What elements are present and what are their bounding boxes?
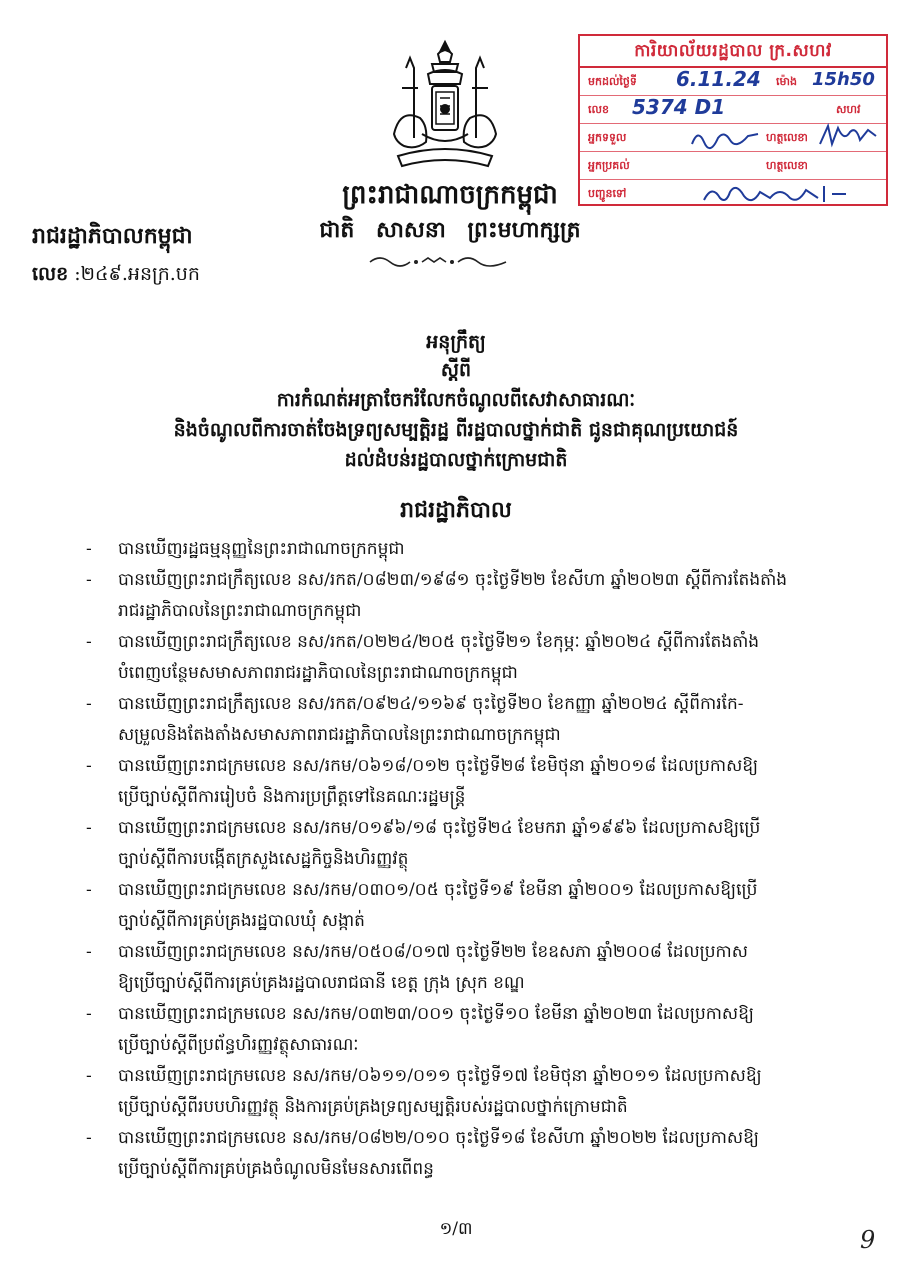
citation-line: សម្រួលនិងតែងតាំងសមាសភាពរាជរដ្ឋាភិបាលនៃព្រះរាជាណាចក្រកម្ពុជា — [118, 725, 561, 745]
government-heading: រាជរដ្ឋាភិបាល — [400, 497, 512, 523]
stamp-source-label: សហវ — [836, 103, 861, 116]
citation-line: បានឃើញព្រះរាជក្រមលេខ នស/រកម/០៨២២/០១០ ចុះថ្ងៃទី១៨ ខែសីហា ឆ្នាំ២០២២ ដែលប្រកាសឱ្យ — [118, 1128, 759, 1148]
stamp-title: ការិយាល័យរដ្ឋបាល ក្រ.សហវ — [580, 36, 886, 68]
citation-item — [86, 813, 866, 875]
citation-line: បានឃើញព្រះរាជក្រមលេខ នស/រកម/០៦១១/០១១ ចុះថ្ងៃទី១៧ ខែមិថុនា ឆ្នាំ២០១១ ដែលប្រកាសឱ្យ — [118, 1066, 762, 1086]
stamp-sender-label: អ្នកប្រគល់ — [588, 159, 630, 172]
citation-line: បានឃើញព្រះរាជក្រមលេខ នស/រកម/០៣០១/០៥ ចុះថ្ងៃទី១៩ ខែមីនា ឆ្នាំ២០០១ ដែលប្រកាសឱ្យប្រើ — [118, 880, 758, 900]
bullet-dash: - — [86, 539, 92, 559]
citation-line: បានឃើញព្រះរាជក្រមលេខ នស/រកម/០៣២៣/០០១ ចុះថ្ងៃទី១០ ខែមីនា ឆ្នាំ២០២៣ ដែលប្រកាសឱ្យ — [118, 1004, 754, 1024]
citation-line: បានឃើញព្រះរាជក្រឹត្យលេខ នស/រកត/០២២៤/២០៥ ចុះថ្ងៃទី២១ ខែកុម្ភៈ ឆ្នាំ២០២៤ ស្តីពីការតែងតាំង — [118, 632, 760, 652]
bullet-dash: - — [86, 756, 92, 776]
bullet-dash: - — [86, 694, 92, 714]
bullet-dash: - — [86, 570, 92, 590]
citation-line: បានឃើញព្រះរាជក្រមលេខ នស/រកម/០៥០៨/០១៧ ចុះថ្ងៃទី២២ ខែឧសភា ឆ្នាំ២០០៨ ដែលប្រកាស — [118, 942, 748, 962]
bullet-dash: - — [86, 942, 92, 962]
stamp-time-value: 15h50 — [812, 69, 875, 90]
stamp-number-label: លេខ — [588, 103, 609, 116]
citation-item — [86, 627, 866, 689]
citation-line: ប្រើច្បាប់ស្តីពីការរៀបចំ និងការប្រព្រឹត្តទៅនៃគណៈរដ្ឋមន្ត្រី — [118, 787, 466, 807]
ornament-divider-icon — [366, 252, 510, 272]
stamp-row-receiver — [580, 124, 886, 152]
citation-line: ឱ្យប្រើច្បាប់ស្តីពីការគ្រប់គ្រងរដ្ឋបាលរាជធានី ខេត្ត ក្រុង ស្រុក ខណ្ឌ — [118, 973, 525, 993]
citation-line: បានឃើញព្រះរាជក្រមលេខ នស/រកម/០៦១៨/០១២ ចុះថ្ងៃទី២៨ ខែមិថុនា ឆ្នាំ២០១៨ ដែលប្រកាសឱ្យ — [118, 756, 759, 776]
decree-number — [32, 262, 200, 290]
citation-line: ច្បាប់ស្តីពីការគ្រប់គ្រងរដ្ឋបាលឃុំ សង្កាត់ — [118, 911, 365, 931]
citation-item — [86, 689, 866, 751]
citation-line: ប្រើច្បាប់ស្តីពីរបបហិរញ្ញវត្ថុ និងការគ្រប់គ្រងទ្រព្យសម្បត្តិរបស់រដ្ឋបាលថ្នាក់ក្រោមជាតិ — [118, 1097, 628, 1117]
citation-item — [86, 751, 866, 813]
citation-line: បានឃើញរដ្ឋធម្មនុញ្ញនៃព្រះរាជាណាចក្រកម្ពុជា — [118, 539, 405, 559]
stamp-number-value: 5374 D1 — [632, 95, 726, 119]
forward-handwriting-icon — [700, 180, 850, 208]
citation-item — [86, 937, 866, 999]
decree-number-value: :២៤៩.អនក្រ.បក — [74, 263, 200, 285]
page-number: ១/៣ — [439, 1219, 473, 1239]
bullet-dash: - — [86, 1004, 92, 1024]
bullet-dash: - — [86, 1128, 92, 1148]
citation-item — [86, 999, 866, 1061]
kingdom-heading: ព្រះរាជាណាចក្រកម្ពុជា — [342, 180, 558, 210]
citation-item — [86, 875, 866, 937]
citation-item — [86, 1061, 866, 1123]
citation-item — [86, 565, 866, 627]
stamp-row-date — [580, 68, 886, 96]
handwritten-signature-icon — [818, 122, 878, 150]
bullet-dash: - — [86, 818, 92, 838]
stamp-row-forward — [580, 180, 886, 207]
bullet-dash: - — [86, 1066, 92, 1086]
citation-line: ប្រើច្បាប់ស្តីពីប្រព័ន្ធហិរញ្ញវត្ថុសាធារណៈ — [118, 1035, 359, 1055]
stamp-row-number — [580, 96, 886, 124]
citation-line: បានឃើញព្រះរាជក្រមលេខ នស/រកម/០១៩៦/១៨ ចុះថ្ងៃទី២៤ ខែមករា ឆ្នាំ១៩៩៦ ដែលប្រកាសឱ្យប្រើ — [118, 818, 761, 838]
government-name: រាជរដ្ឋាភិបាលកម្ពុជា — [32, 223, 193, 249]
citation-line: រាជរដ្ឋាភិបាលនៃព្រះរាជាណាចក្រកម្ពុជា — [118, 601, 362, 621]
title-about: ស្តីពី — [440, 359, 472, 381]
citation-line: ប្រើច្បាប់ស្តីពីការគ្រប់គ្រងចំណូលមិនមែនសារពើពន្ធ — [118, 1159, 434, 1179]
stamp-date-value: 6.11.24 — [676, 67, 761, 91]
title-line-3: ដល់ដំបន់រដ្ឋបាលថ្នាក់ក្រោមជាតិ — [344, 449, 568, 471]
stamp-signature-label-2: ហត្ថលេខា — [766, 159, 808, 172]
corner-mark: 9 — [860, 1226, 876, 1254]
stamp-time-label: ម៉ោង — [776, 75, 797, 88]
bullet-dash: - — [86, 632, 92, 652]
stamp-signature-label: ហត្ថលេខា — [766, 131, 808, 144]
stamp-forward-label: បញ្ជូនទៅ — [588, 187, 627, 200]
bullet-dash: - — [86, 880, 92, 900]
national-motto: ជាតិ សាសនា ព្រះមហាក្សត្រ — [319, 217, 581, 243]
citation-line: បំពេញបន្ថែមសមាសភាពរាជរដ្ឋាភិបាលនៃព្រះរាជាណាចក្រកម្ពុជា — [118, 663, 518, 683]
receiver-signature-icon — [690, 126, 760, 150]
citation-line: បានឃើញព្រះរាជក្រឹត្យលេខ នស/រកត/០៩២៤/១១៦៩ ចុះថ្ងៃទី២០ ខែកញ្ញា ឆ្នាំ២០២៤ ស្តីពីការកែ- — [118, 694, 744, 714]
citation-list — [86, 534, 866, 1185]
stamp-row-sender — [580, 152, 886, 180]
receipt-stamp — [578, 34, 888, 206]
stamp-date-label: មកដល់ថ្ងៃទី — [588, 75, 637, 88]
citation-line: បានឃើញព្រះរាជក្រឹត្យលេខ នស/រកត/០៨២៣/១៩៨១ ចុះថ្ងៃទី២២ ខែសីហា ឆ្នាំ២០២៣ ស្តីពីការតែងតាំង — [118, 570, 788, 590]
document-type: អនុក្រឹត្យ — [426, 331, 486, 353]
citation-item — [86, 534, 866, 565]
title-line-1: ការកំណត់អត្រាចែករំលែកចំណូលពីសេវាសាធារណៈ — [276, 389, 636, 411]
citation-item — [86, 1123, 866, 1185]
decree-number-label: លេខ — [32, 263, 69, 285]
royal-emblem-icon — [382, 38, 508, 180]
citation-line: ច្បាប់ស្តីពីការបង្កើតក្រសួងសេដ្ឋកិច្ចនិងហិរញ្ញវត្ថុ — [118, 849, 409, 869]
title-line-2: និងចំណូលពីការចាត់ចែងទ្រព្យសម្បត្តិរដ្ឋ ពីរដ្ឋបាលថ្នាក់ជាតិ ជូនជាគុណប្រយោជន៍ — [173, 419, 739, 441]
stamp-receiver-label: អ្នកទទួល — [588, 131, 627, 144]
